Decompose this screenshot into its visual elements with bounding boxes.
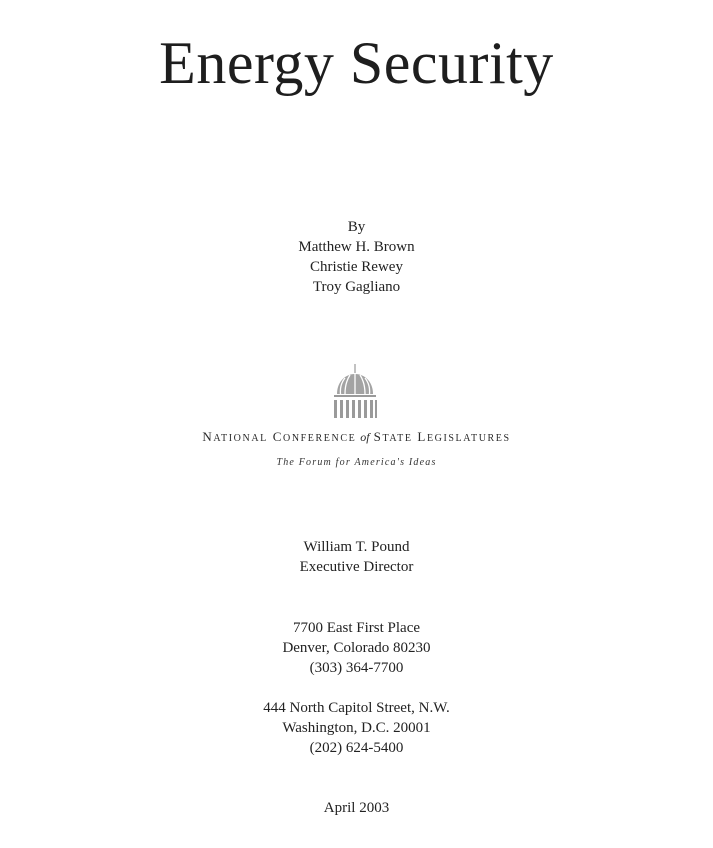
capitol-dome-icon	[331, 364, 379, 420]
organization-name	[0, 429, 713, 447]
director-block	[0, 537, 713, 577]
document-title: Energy Security	[159, 30, 554, 96]
byline-by: By	[347, 219, 366, 235]
director-name: William T. Pound	[303, 539, 410, 555]
org-name-initial: L	[417, 429, 427, 444]
address-street: 444 North Capitol Street, N.W.	[263, 700, 450, 716]
publication-date: April 2003	[323, 800, 390, 816]
org-name-rest: ATIONAL	[213, 433, 268, 444]
address-city: Washington, D.C. 20001	[282, 720, 431, 736]
dc-address	[0, 698, 713, 758]
author-name: Christie Rewey	[310, 259, 403, 275]
org-name-initial: S	[373, 429, 383, 444]
org-name-rest: EGISLATURES	[426, 433, 511, 444]
address-city: Denver, Colorado 80230	[282, 640, 431, 656]
organization-tagline: The Forum for America's Ideas	[276, 457, 437, 468]
org-name-of: of	[360, 430, 370, 444]
address-phone: (202) 624-5400	[309, 740, 404, 756]
org-name-rest: ONFERENCE	[283, 433, 357, 444]
author-byline	[0, 217, 713, 297]
address-phone: (303) 364-7700	[309, 660, 404, 676]
org-name-rest: TATE	[382, 433, 413, 444]
director-role: Executive Director	[299, 559, 414, 575]
address-street: 7700 East First Place	[292, 620, 421, 636]
org-name-initial: C	[272, 429, 283, 444]
org-name-initial: N	[202, 429, 214, 444]
denver-address	[0, 618, 713, 678]
author-name: Matthew H. Brown	[298, 239, 415, 255]
author-name: Troy Gagliano	[312, 279, 401, 295]
